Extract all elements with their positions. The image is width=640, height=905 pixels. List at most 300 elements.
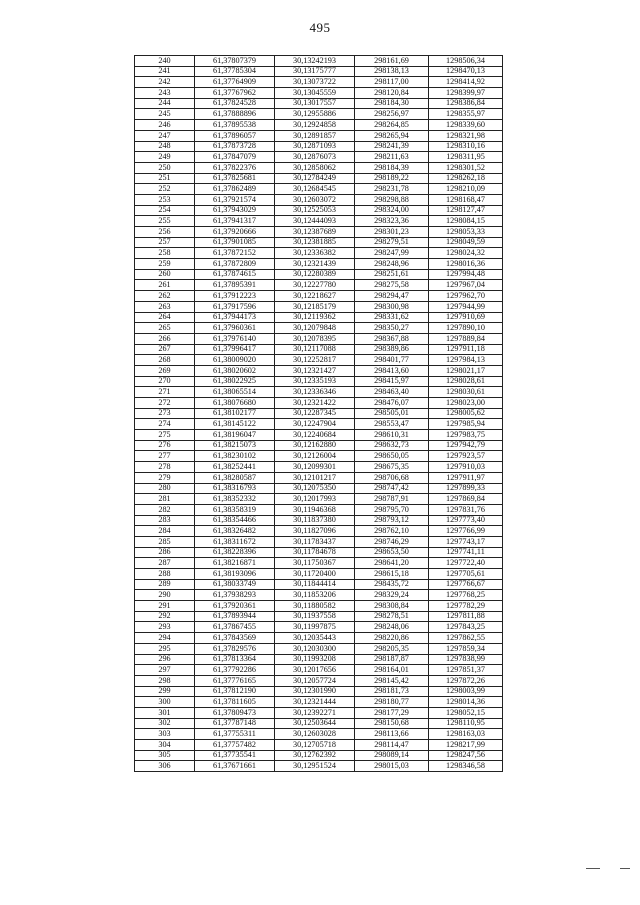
x-coordinate-cell: 298301,23 [355, 227, 429, 238]
longitude-cell: 30,12444093 [275, 216, 355, 227]
longitude-cell: 30,12336382 [275, 248, 355, 259]
y-coordinate-cell: 1298217,99 [429, 740, 503, 751]
longitude-cell: 30,12891857 [275, 130, 355, 141]
scan-artifact [620, 868, 630, 869]
table-row [135, 120, 503, 131]
table-row [135, 622, 503, 633]
y-coordinate-cell: 1297984,13 [429, 355, 503, 366]
point-number-cell: 253 [135, 194, 195, 205]
table-row [135, 280, 503, 291]
y-coordinate-cell: 1298053,33 [429, 227, 503, 238]
x-coordinate-cell: 298180,77 [355, 697, 429, 708]
x-coordinate-cell: 298308,84 [355, 601, 429, 612]
latitude-cell: 61,38326482 [195, 526, 275, 537]
longitude-cell: 30,11827096 [275, 526, 355, 537]
latitude-cell: 61,37941317 [195, 216, 275, 227]
point-number-cell: 302 [135, 718, 195, 729]
x-coordinate-cell: 298762,10 [355, 526, 429, 537]
longitude-cell: 30,12503644 [275, 718, 355, 729]
longitude-cell: 30,12099301 [275, 462, 355, 473]
x-coordinate-cell: 298113,66 [355, 729, 429, 740]
longitude-cell: 30,12321427 [275, 365, 355, 376]
y-coordinate-cell: 1297773,40 [429, 515, 503, 526]
table-row [135, 451, 503, 462]
latitude-cell: 61,37888896 [195, 109, 275, 120]
latitude-cell: 61,38316793 [195, 483, 275, 494]
x-coordinate-cell: 298747,42 [355, 483, 429, 494]
y-coordinate-cell: 1297766,67 [429, 579, 503, 590]
table-row [135, 462, 503, 473]
latitude-cell: 61,38033749 [195, 579, 275, 590]
latitude-cell: 61,38358319 [195, 504, 275, 515]
longitude-cell: 30,11946368 [275, 504, 355, 515]
latitude-cell: 61,37755311 [195, 729, 275, 740]
x-coordinate-cell: 298300,98 [355, 301, 429, 312]
point-number-cell: 256 [135, 227, 195, 238]
x-coordinate-cell: 298278,51 [355, 611, 429, 622]
latitude-cell: 61,37671661 [195, 761, 275, 772]
longitude-cell: 30,12078395 [275, 333, 355, 344]
point-number-cell: 290 [135, 590, 195, 601]
longitude-cell: 30,12162880 [275, 440, 355, 451]
table-row [135, 88, 503, 99]
y-coordinate-cell: 1298021,17 [429, 365, 503, 376]
x-coordinate-cell: 298367,88 [355, 333, 429, 344]
longitude-cell: 30,12525053 [275, 205, 355, 216]
point-number-cell: 291 [135, 601, 195, 612]
latitude-cell: 61,38022925 [195, 376, 275, 387]
y-coordinate-cell: 1298028,61 [429, 376, 503, 387]
point-number-cell: 249 [135, 152, 195, 163]
point-number-cell: 283 [135, 515, 195, 526]
longitude-cell: 30,12017993 [275, 494, 355, 505]
point-number-cell: 303 [135, 729, 195, 740]
x-coordinate-cell: 298241,39 [355, 141, 429, 152]
longitude-cell: 30,12126004 [275, 451, 355, 462]
y-coordinate-cell: 1297910,03 [429, 462, 503, 473]
table-row [135, 761, 503, 772]
point-number-cell: 280 [135, 483, 195, 494]
x-coordinate-cell: 298706,68 [355, 472, 429, 483]
table-row [135, 376, 503, 387]
x-coordinate-cell: 298435,72 [355, 579, 429, 590]
x-coordinate-cell: 298279,51 [355, 237, 429, 248]
table-row [135, 344, 503, 355]
point-number-cell: 241 [135, 66, 195, 77]
scan-artifact [586, 868, 600, 869]
y-coordinate-cell: 1297889,84 [429, 333, 503, 344]
x-coordinate-cell: 298114,47 [355, 740, 429, 751]
longitude-cell: 30,12951524 [275, 761, 355, 772]
y-coordinate-cell: 1298414,92 [429, 77, 503, 88]
latitude-cell: 61,37807379 [195, 56, 275, 67]
point-number-cell: 274 [135, 419, 195, 430]
table-row [135, 237, 503, 248]
table-row [135, 526, 503, 537]
table-row [135, 355, 503, 366]
longitude-cell: 30,11853206 [275, 590, 355, 601]
table-row [135, 665, 503, 676]
latitude-cell: 61,37976140 [195, 333, 275, 344]
table-row [135, 472, 503, 483]
y-coordinate-cell: 1298024,32 [429, 248, 503, 259]
table-row [135, 536, 503, 547]
table-row [135, 494, 503, 505]
table-row [135, 707, 503, 718]
y-coordinate-cell: 1297911,97 [429, 472, 503, 483]
latitude-cell: 61,37787148 [195, 718, 275, 729]
y-coordinate-cell: 1297843,25 [429, 622, 503, 633]
y-coordinate-cell: 1297811,88 [429, 611, 503, 622]
y-coordinate-cell: 1297705,61 [429, 569, 503, 580]
latitude-cell: 61,37917596 [195, 301, 275, 312]
latitude-cell: 61,37901085 [195, 237, 275, 248]
y-coordinate-cell: 1298386,84 [429, 98, 503, 109]
latitude-cell: 61,37944173 [195, 312, 275, 323]
point-number-cell: 244 [135, 98, 195, 109]
x-coordinate-cell: 298248,96 [355, 259, 429, 270]
y-coordinate-cell: 1298506,34 [429, 56, 503, 67]
y-coordinate-cell: 1297890,10 [429, 323, 503, 334]
longitude-cell: 30,13175777 [275, 66, 355, 77]
longitude-cell: 30,12784249 [275, 173, 355, 184]
x-coordinate-cell: 298650,05 [355, 451, 429, 462]
table-row [135, 419, 503, 430]
page-number: 495 [309, 20, 331, 35]
point-number-cell: 240 [135, 56, 195, 67]
point-number-cell: 267 [135, 344, 195, 355]
latitude-cell: 61,37896057 [195, 130, 275, 141]
table-row [135, 109, 503, 120]
latitude-cell: 61,37829576 [195, 643, 275, 654]
longitude-cell: 30,12247904 [275, 419, 355, 430]
latitude-cell: 61,37813364 [195, 654, 275, 665]
longitude-cell: 30,11837380 [275, 515, 355, 526]
x-coordinate-cell: 298331,62 [355, 312, 429, 323]
longitude-cell: 30,12252817 [275, 355, 355, 366]
longitude-cell: 30,11937558 [275, 611, 355, 622]
point-number-cell: 263 [135, 301, 195, 312]
y-coordinate-cell: 1297859,34 [429, 643, 503, 654]
table-row [135, 697, 503, 708]
table-row [135, 611, 503, 622]
y-coordinate-cell: 1298168,47 [429, 194, 503, 205]
latitude-cell: 61,38228396 [195, 547, 275, 558]
point-number-cell: 266 [135, 333, 195, 344]
point-number-cell: 284 [135, 526, 195, 537]
y-coordinate-cell: 1298311,95 [429, 152, 503, 163]
x-coordinate-cell: 298265,94 [355, 130, 429, 141]
table-row [135, 312, 503, 323]
longitude-cell: 30,12335193 [275, 376, 355, 387]
x-coordinate-cell: 298610,31 [355, 430, 429, 441]
point-number-cell: 286 [135, 547, 195, 558]
y-coordinate-cell: 1298084,15 [429, 216, 503, 227]
latitude-cell: 61,38102177 [195, 408, 275, 419]
latitude-cell: 61,38065514 [195, 387, 275, 398]
point-number-cell: 254 [135, 205, 195, 216]
table-row [135, 408, 503, 419]
point-number-cell: 271 [135, 387, 195, 398]
x-coordinate-cell: 298187,87 [355, 654, 429, 665]
y-coordinate-cell: 1298016,36 [429, 259, 503, 270]
x-coordinate-cell: 298389,86 [355, 344, 429, 355]
x-coordinate-cell: 298177,29 [355, 707, 429, 718]
table-row [135, 365, 503, 376]
longitude-cell: 30,12762392 [275, 750, 355, 761]
longitude-cell: 30,11997875 [275, 622, 355, 633]
x-coordinate-cell: 298294,47 [355, 291, 429, 302]
latitude-cell: 61,38145122 [195, 419, 275, 430]
point-number-cell: 301 [135, 707, 195, 718]
table-row [135, 98, 503, 109]
latitude-cell: 61,37895391 [195, 280, 275, 291]
latitude-cell: 61,37943029 [195, 205, 275, 216]
table-row [135, 141, 503, 152]
table-row [135, 398, 503, 409]
latitude-cell: 61,37867455 [195, 622, 275, 633]
longitude-cell: 30,12218627 [275, 291, 355, 302]
x-coordinate-cell: 298161,69 [355, 56, 429, 67]
x-coordinate-cell: 298632,73 [355, 440, 429, 451]
point-number-cell: 251 [135, 173, 195, 184]
point-number-cell: 298 [135, 675, 195, 686]
longitude-cell: 30,11750367 [275, 558, 355, 569]
point-number-cell: 259 [135, 259, 195, 270]
x-coordinate-cell: 298793,12 [355, 515, 429, 526]
table-row [135, 643, 503, 654]
x-coordinate-cell: 298675,35 [355, 462, 429, 473]
x-coordinate-cell: 298415,97 [355, 376, 429, 387]
point-number-cell: 296 [135, 654, 195, 665]
table-row [135, 173, 503, 184]
x-coordinate-cell: 298298,88 [355, 194, 429, 205]
longitude-cell: 30,12387689 [275, 227, 355, 238]
y-coordinate-cell: 1297967,04 [429, 280, 503, 291]
point-number-cell: 275 [135, 430, 195, 441]
x-coordinate-cell: 298350,27 [355, 323, 429, 334]
y-coordinate-cell: 1298301,52 [429, 162, 503, 173]
x-coordinate-cell: 298275,58 [355, 280, 429, 291]
y-coordinate-cell: 1297862,55 [429, 633, 503, 644]
longitude-cell: 30,12876073 [275, 152, 355, 163]
point-number-cell: 304 [135, 740, 195, 751]
longitude-cell: 30,12603028 [275, 729, 355, 740]
latitude-cell: 61,37735541 [195, 750, 275, 761]
point-number-cell: 245 [135, 109, 195, 120]
point-number-cell: 297 [135, 665, 195, 676]
x-coordinate-cell: 298251,61 [355, 269, 429, 280]
y-coordinate-cell: 1297983,75 [429, 430, 503, 441]
longitude-cell: 30,12030300 [275, 643, 355, 654]
x-coordinate-cell: 298220,86 [355, 633, 429, 644]
latitude-cell: 61,38193096 [195, 569, 275, 580]
y-coordinate-cell: 1297782,29 [429, 601, 503, 612]
longitude-cell: 30,12017656 [275, 665, 355, 676]
x-coordinate-cell: 298089,14 [355, 750, 429, 761]
table-row [135, 558, 503, 569]
latitude-cell: 61,38230102 [195, 451, 275, 462]
table-row [135, 590, 503, 601]
longitude-cell: 30,12240684 [275, 430, 355, 441]
longitude-cell: 30,12287345 [275, 408, 355, 419]
x-coordinate-cell: 298553,47 [355, 419, 429, 430]
y-coordinate-cell: 1297743,17 [429, 536, 503, 547]
point-number-cell: 246 [135, 120, 195, 131]
latitude-cell: 61,37792286 [195, 665, 275, 676]
table-row [135, 269, 503, 280]
longitude-cell: 30,12075350 [275, 483, 355, 494]
x-coordinate-cell: 298413,60 [355, 365, 429, 376]
y-coordinate-cell: 1297838,99 [429, 654, 503, 665]
table-row [135, 387, 503, 398]
point-number-cell: 289 [135, 579, 195, 590]
table-row [135, 547, 503, 558]
table-row [135, 259, 503, 270]
table-row [135, 77, 503, 88]
longitude-cell: 30,12035443 [275, 633, 355, 644]
y-coordinate-cell: 1298030,61 [429, 387, 503, 398]
latitude-cell: 61,37843569 [195, 633, 275, 644]
table-row [135, 686, 503, 697]
table-row [135, 569, 503, 580]
longitude-cell: 30,11784678 [275, 547, 355, 558]
y-coordinate-cell: 1297911,18 [429, 344, 503, 355]
x-coordinate-cell: 298184,39 [355, 162, 429, 173]
longitude-cell: 30,12101217 [275, 472, 355, 483]
longitude-cell: 30,11783437 [275, 536, 355, 547]
point-number-cell: 306 [135, 761, 195, 772]
x-coordinate-cell: 298264,85 [355, 120, 429, 131]
longitude-cell: 30,13073722 [275, 77, 355, 88]
x-coordinate-cell: 298641,20 [355, 558, 429, 569]
y-coordinate-cell: 1298005,62 [429, 408, 503, 419]
point-number-cell: 292 [135, 611, 195, 622]
y-coordinate-cell: 1298014,36 [429, 697, 503, 708]
x-coordinate-cell: 298181,73 [355, 686, 429, 697]
x-coordinate-cell: 298117,00 [355, 77, 429, 88]
point-number-cell: 269 [135, 365, 195, 376]
latitude-cell: 61,38354466 [195, 515, 275, 526]
table-row [135, 718, 503, 729]
latitude-cell: 61,37764909 [195, 77, 275, 88]
x-coordinate-cell: 298787,91 [355, 494, 429, 505]
table-row [135, 162, 503, 173]
point-number-cell: 243 [135, 88, 195, 99]
point-number-cell: 285 [135, 536, 195, 547]
x-coordinate-cell: 298015,03 [355, 761, 429, 772]
latitude-cell: 61,37893944 [195, 611, 275, 622]
x-coordinate-cell: 298145,42 [355, 675, 429, 686]
table-row [135, 440, 503, 451]
x-coordinate-cell: 298505,01 [355, 408, 429, 419]
latitude-cell: 61,37895538 [195, 120, 275, 131]
longitude-cell: 30,13242193 [275, 56, 355, 67]
y-coordinate-cell: 1297766,99 [429, 526, 503, 537]
point-number-cell: 276 [135, 440, 195, 451]
y-coordinate-cell: 1297872,26 [429, 675, 503, 686]
x-coordinate-cell: 298323,36 [355, 216, 429, 227]
point-number-cell: 242 [135, 77, 195, 88]
latitude-cell: 61,37785304 [195, 66, 275, 77]
y-coordinate-cell: 1297962,70 [429, 291, 503, 302]
latitude-cell: 61,38280587 [195, 472, 275, 483]
point-number-cell: 299 [135, 686, 195, 697]
table-row [135, 729, 503, 740]
y-coordinate-cell: 1298346,58 [429, 761, 503, 772]
point-number-cell: 268 [135, 355, 195, 366]
x-coordinate-cell: 298189,22 [355, 173, 429, 184]
latitude-cell: 61,37811605 [195, 697, 275, 708]
latitude-cell: 61,38352332 [195, 494, 275, 505]
table-row [135, 152, 503, 163]
y-coordinate-cell: 1297831,76 [429, 504, 503, 515]
y-coordinate-cell: 1297910,69 [429, 312, 503, 323]
latitude-cell: 61,37920666 [195, 227, 275, 238]
x-coordinate-cell: 298256,97 [355, 109, 429, 120]
longitude-cell: 30,12119362 [275, 312, 355, 323]
y-coordinate-cell: 1298262,18 [429, 173, 503, 184]
y-coordinate-cell: 1298049,59 [429, 237, 503, 248]
point-number-cell: 270 [135, 376, 195, 387]
y-coordinate-cell: 1297944,99 [429, 301, 503, 312]
point-number-cell: 258 [135, 248, 195, 259]
y-coordinate-cell: 1297923,57 [429, 451, 503, 462]
longitude-cell: 30,13017557 [275, 98, 355, 109]
table-row [135, 740, 503, 751]
x-coordinate-cell: 298324,00 [355, 205, 429, 216]
coordinates-table [134, 55, 503, 772]
table-row [135, 675, 503, 686]
table-row [135, 430, 503, 441]
point-number-cell: 278 [135, 462, 195, 473]
latitude-cell: 61,37938293 [195, 590, 275, 601]
longitude-cell: 30,12381885 [275, 237, 355, 248]
longitude-cell: 30,12280389 [275, 269, 355, 280]
x-coordinate-cell: 298184,30 [355, 98, 429, 109]
longitude-cell: 30,12871093 [275, 141, 355, 152]
y-coordinate-cell: 1297899,33 [429, 483, 503, 494]
x-coordinate-cell: 298476,07 [355, 398, 429, 409]
x-coordinate-cell: 298248,06 [355, 622, 429, 633]
y-coordinate-cell: 1298247,56 [429, 750, 503, 761]
x-coordinate-cell: 298164,01 [355, 665, 429, 676]
table-row [135, 323, 503, 334]
point-number-cell: 300 [135, 697, 195, 708]
point-number-cell: 293 [135, 622, 195, 633]
y-coordinate-cell: 1298321,98 [429, 130, 503, 141]
y-coordinate-cell: 1297994,48 [429, 269, 503, 280]
latitude-cell: 61,37776165 [195, 675, 275, 686]
latitude-cell: 61,37812190 [195, 686, 275, 697]
point-number-cell: 255 [135, 216, 195, 227]
latitude-cell: 61,37809473 [195, 707, 275, 718]
y-coordinate-cell: 1298003,99 [429, 686, 503, 697]
latitude-cell: 61,37873728 [195, 141, 275, 152]
y-coordinate-cell: 1298355,97 [429, 109, 503, 120]
longitude-cell: 30,12321444 [275, 697, 355, 708]
point-number-cell: 260 [135, 269, 195, 280]
latitude-cell: 61,37912223 [195, 291, 275, 302]
x-coordinate-cell: 298746,29 [355, 536, 429, 547]
point-number-cell: 265 [135, 323, 195, 334]
point-number-cell: 272 [135, 398, 195, 409]
y-coordinate-cell: 1297722,40 [429, 558, 503, 569]
table-row [135, 504, 503, 515]
longitude-cell: 30,12336346 [275, 387, 355, 398]
latitude-cell: 61,37847079 [195, 152, 275, 163]
latitude-cell: 61,38009020 [195, 355, 275, 366]
